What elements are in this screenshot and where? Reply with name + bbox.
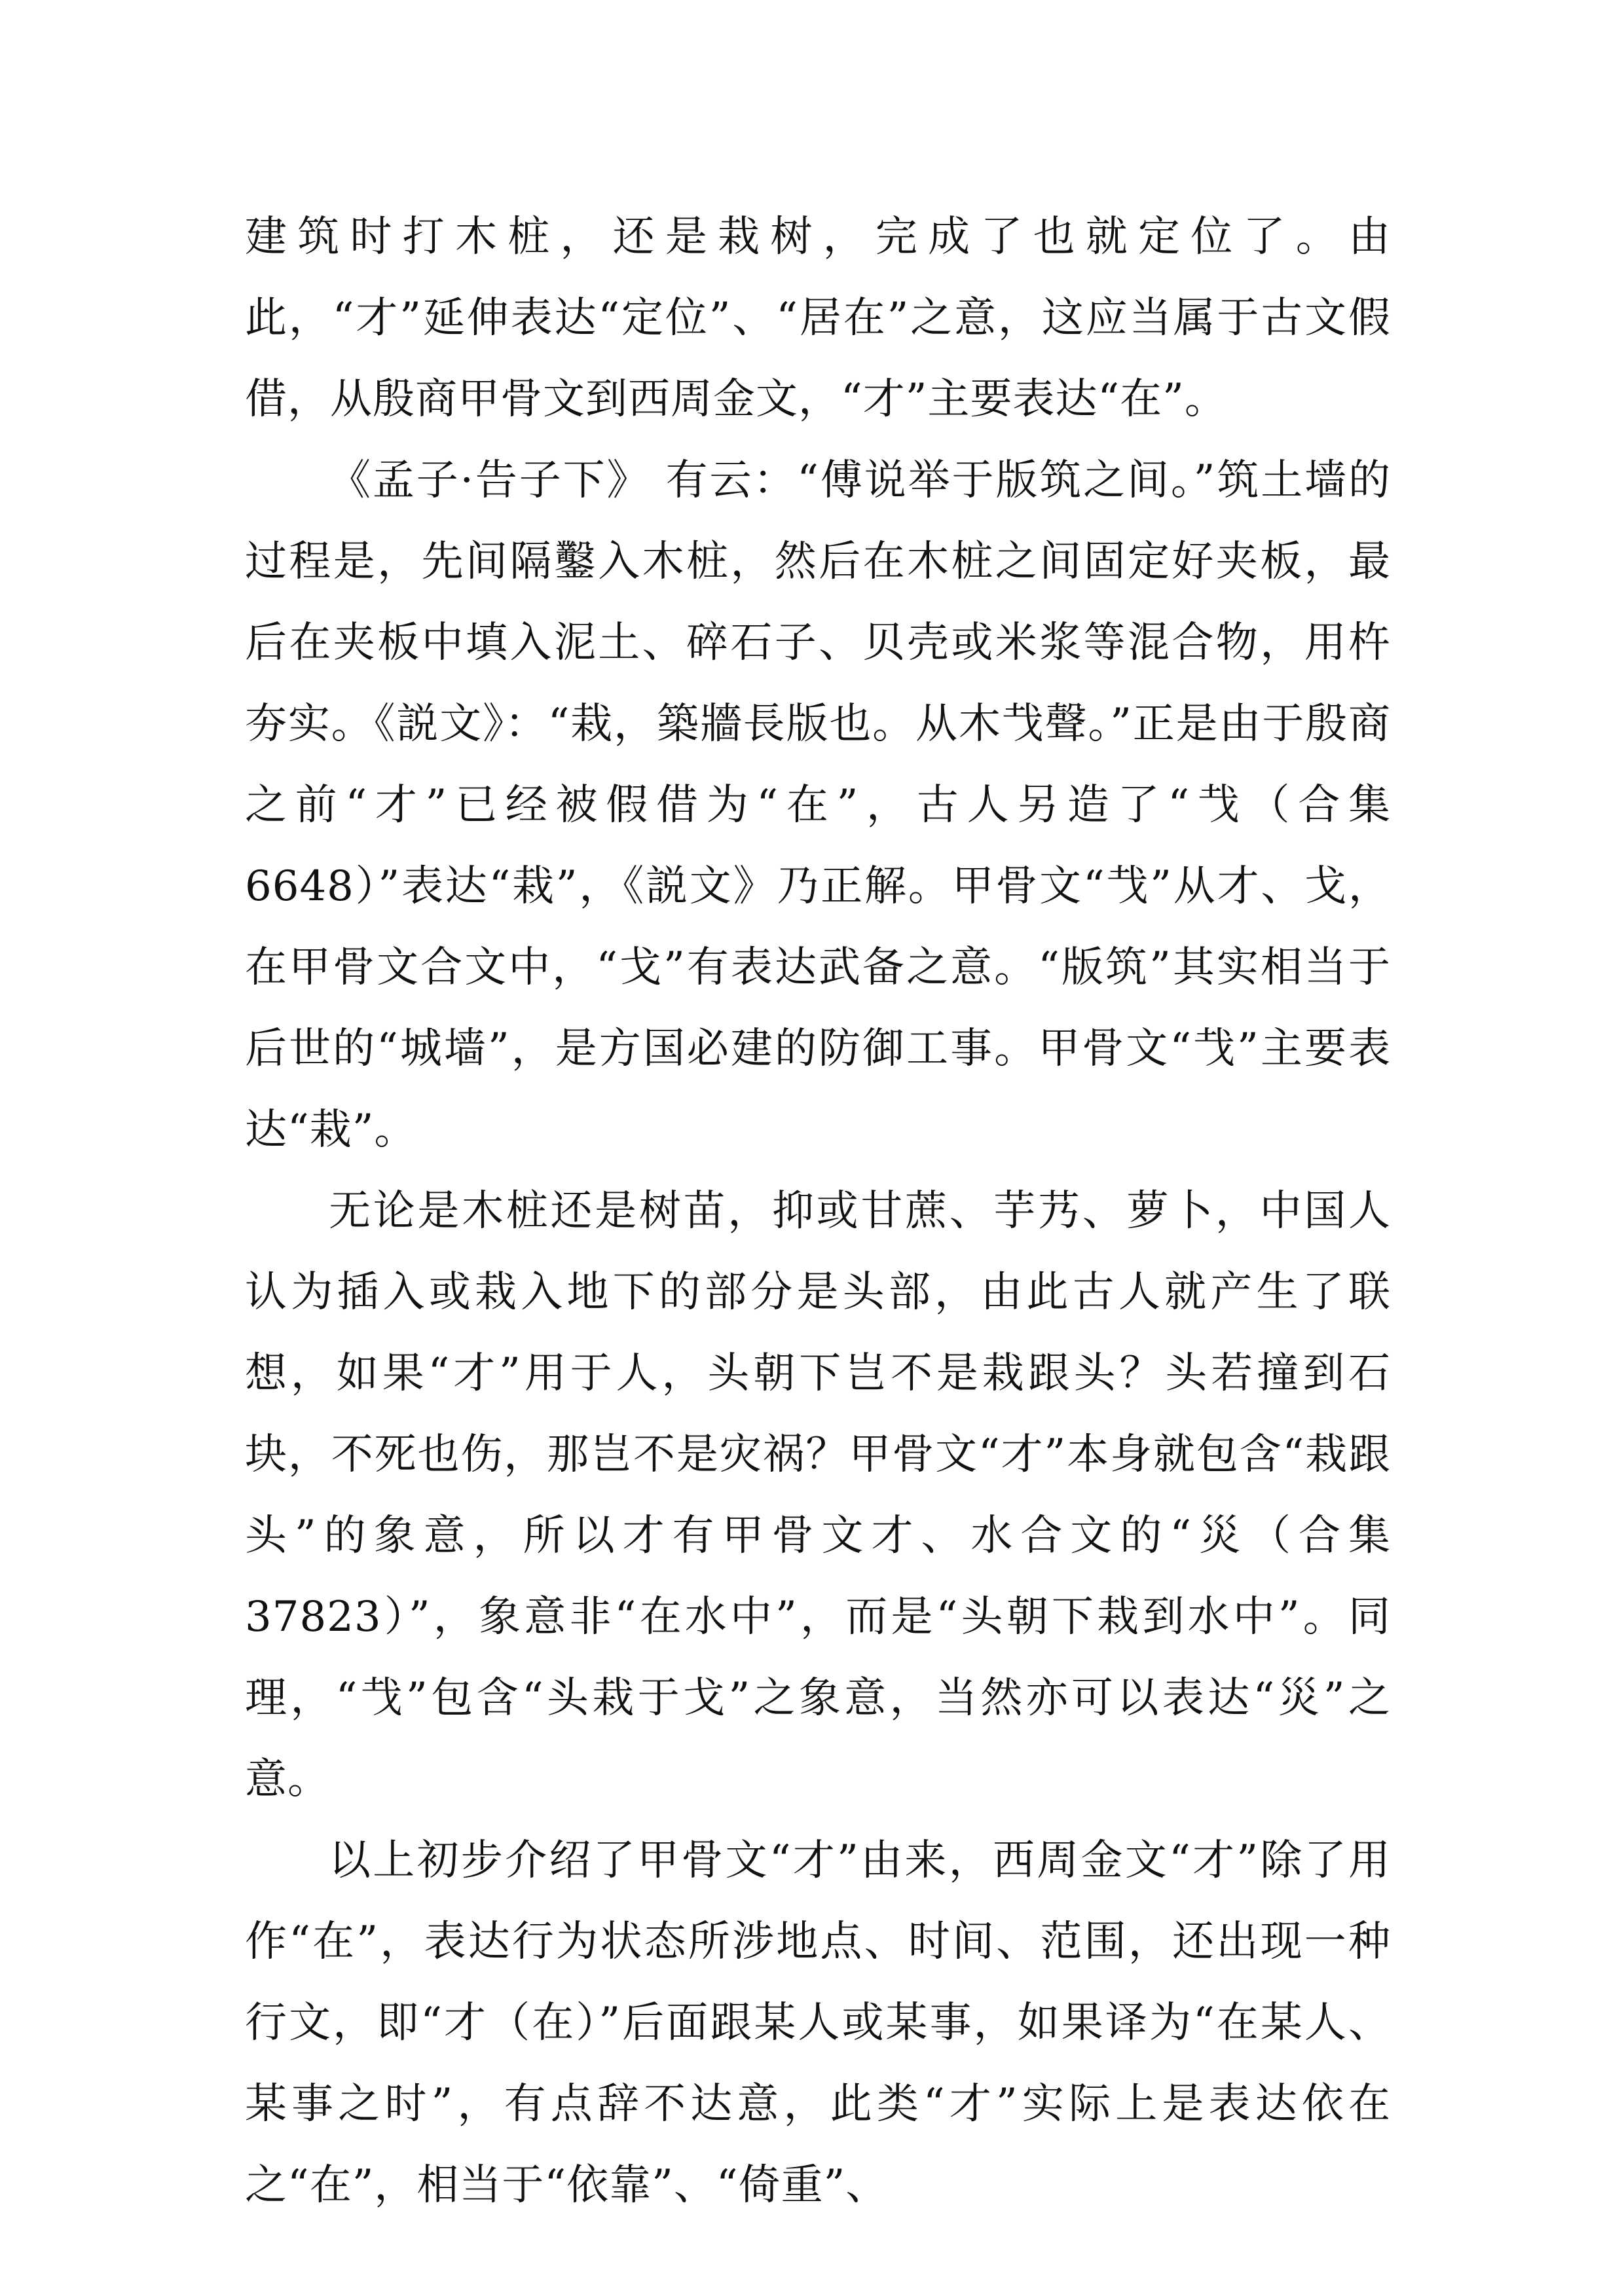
- body-text: [245, 196, 1391, 2226]
- paragraph-continued: 建筑时打木桩，还是栽树，完成了也就定位了。由此，“才”延伸表达“定位”、“居在”之意，这应当属于古文假借，从殷商甲骨文到西周金文，“才”主要表达“在”。: [245, 213, 1391, 424]
- paragraph-bronze-inscriptions: 以上初步介绍了甲骨文“才”由来，西周金文“才”除了用作“在”，表达行为状态所涉地点、时间、范围，还出现一种行文，即“才（在）”后面跟某人或某事，如果译为“在某人、某事之时”，有点辞不达意，此类“才”实际上是表达依在之“在”，相当于“依靠”、“倚重”、: [245, 1836, 1391, 2210]
- paragraph-disaster: 无论是木桩还是树苗，抑或甘蔗、芋艿、萝卜，中国人认为插入或栽入地下的部分是头部，由此古人就产生了联想，如果“才”用于人，头朝下岂不是栽跟头？头若撞到石块，不死也伤，那岂不是灾祸？甲骨文“才”本身就包含“栽跟头”的象意，所以才有甲骨文才、水合文的“災（合集 37823）”，象意非“在水中”，而是“头朝下栽到水中”。同理，“𢦏”包含“头栽于戈”之象意，当然亦可以表达“災”之意。: [245, 1187, 1391, 1804]
- paragraph-mencius: 《孟子·告子下》 有云：“傅说举于版筑之间。”筑土墙的过程是，先间隔鑿入木桩，然后在木桩之间固定好夹板，最后在夹板中填入泥土、碎石子、贝壳或米浆等混合物，用杵夯实。《説文》：“栽，築牆長版也。从木𢦏聲。”正是由于殷商之前“才”已经被假借为“在”，古人另造了“𢦏（合集 6648）”表达“栽”，《説文》乃正解。甲骨文“𢦏”从才、戈，在甲骨文合文中，“戈”有表达武备之意。“版筑”其实相当于后世的“城墙”，是方国必建的防御工事。甲骨文“𢦏”主要表达“栽”。: [245, 456, 1391, 1154]
